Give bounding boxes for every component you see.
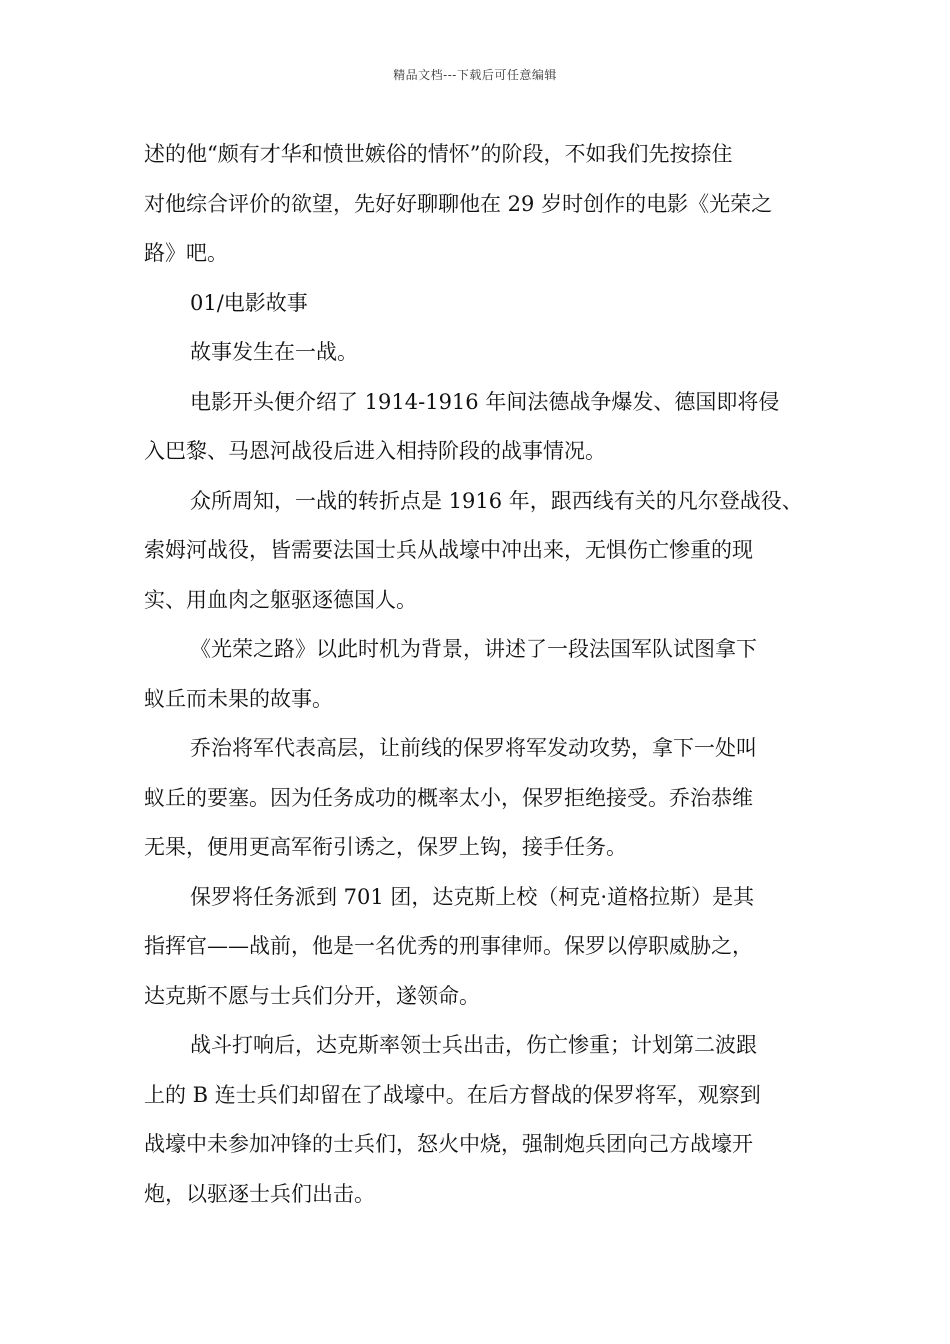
text-line: 蚁丘的要塞。因为任务成功的概率太小，保罗拒绝接受。乔治恭维 [144,785,753,810]
text-line: 指挥官——战前，他是一名优秀的刑事律师。保罗以停职威胁之， [144,934,753,958]
text-line: 《光荣之路》以此时机为背景，讲述了一段法国军队试图拿下 [190,637,757,661]
text-line: 对他综合评价的欲望，先好好聊聊他在 29 岁时创作的电影《光荣之 [144,191,773,216]
text-line: 保罗将任务派到 701 团，达克斯上校（柯克·道格拉斯）是其 [190,884,755,909]
text-line: 达克斯不愿与士兵们分开，遂领命。 [144,983,480,1008]
text-line: 上的 B 连士兵们却留在了战壕中。在后方督战的保罗将军，观察到 [144,1082,761,1107]
text-line: 索姆河战役，皆需要法国士兵从战壕中冲出来，无惧伤亡惨重的现 [144,538,753,562]
text-line: 述的他“颇有才华和愤世嫉俗的情怀”的阶段，不如我们先按捺住 [144,142,733,166]
section-heading: 01/电影故事 [190,290,308,315]
text-line: 无果，便用更高军衔引诱之，保罗上钩，接手任务。 [144,835,627,859]
text-line: 故事发生在一战。 [190,340,358,364]
text-line: 乔治将军代表高层，让前线的保罗将军发动攻势，拿下一处叫 [190,736,757,760]
text-line: 入巴黎、马恩河战役后进入相持阶段的战事情况。 [144,439,606,463]
document-body [144,130,810,1219]
text-line: 电影开头便介绍了 1914-1916 年间法德战争爆发、德国即将侵 [190,389,780,414]
text-line: 众所周知，一战的转折点是 1916 年，跟西线有关的凡尔登战役、 [190,488,803,513]
text-line: 实、用血肉之躯驱逐德国人。 [144,587,417,612]
page-header: 精品文档---下载后可任意编辑 [393,68,557,82]
text-line: 炮，以驱逐士兵们出击。 [144,1181,375,1206]
text-line: 战斗打响后，达克斯率领士兵出击，伤亡惨重；计划第二波跟 [190,1033,757,1057]
text-line: 路》吧。 [144,241,228,265]
text-line: 蚁丘而未果的故事。 [144,686,333,711]
text-line: 战壕中未参加冲锋的士兵们，怒火中烧，强制炮兵团向己方战壕开 [144,1132,753,1156]
